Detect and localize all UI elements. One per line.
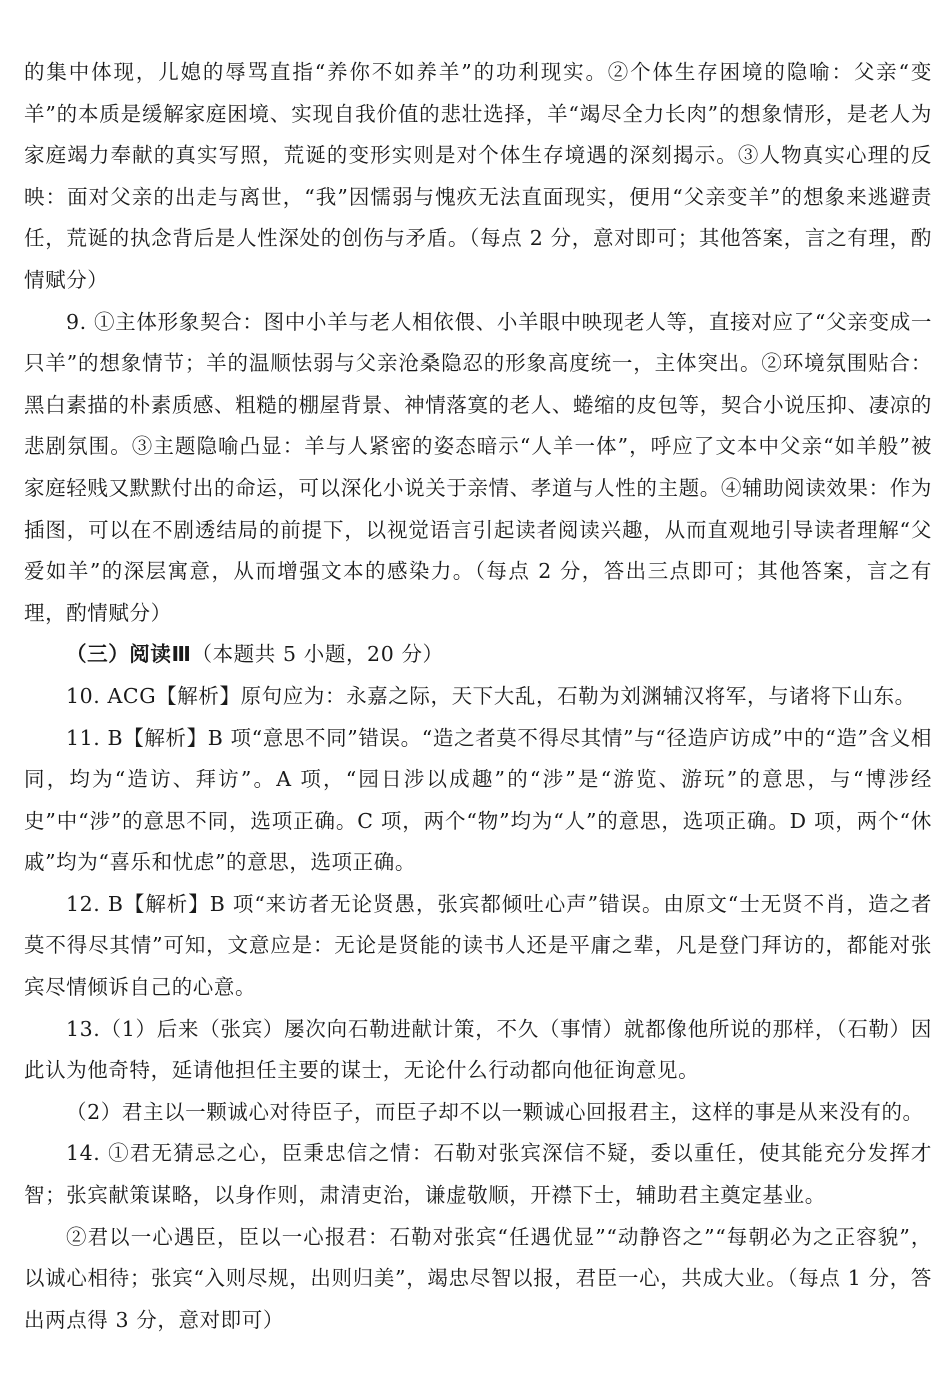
answer-key-page [24, 52, 932, 1341]
paragraph-q8-continuation: 的集中体现，儿媳的辱骂直指“养你不如养羊”的功利现实。②个体生存困境的隐喻：父亲“变羊”的本质是缓解家庭困境、实现自我价值的悲壮选择，羊“竭尽全力长肉”的想象情形，是老人为家庭竭力奉献的真实写照，荒诞的变形实则是对个体生存境遇的深刻揭示。③人物真实心理的反映：面对父亲的出走与离世，“我”因懦弱与愧疚无法直面现实，便用“父亲变羊”的想象来逃避责任，荒诞的执念背后是人性深处的创伤与矛盾。（每点 2 分，意对即可；其他答案，言之有理，酌情赋分） [24, 60, 932, 292]
paragraph-q14-point2: ②君以一心遇臣，臣以一心报君：石勒对张宾“任遇优显”“动静咨之”“每朝必为之正容貌”，以诚心相待；张宾“入则尽规，出则归美”，竭忠尽智以报，君臣一心，共成大业。（每点 1 分，答出两点得 3 分，意对即可） [24, 1224, 932, 1332]
section-title: （三）阅读Ⅲ [66, 642, 192, 667]
section-heading-reading-3 [24, 634, 932, 676]
paragraph-q13-part1: 13.（1）后来（张宾）屡次向石勒进献计策，不久（事情）就都像他所说的那样，（石勒）因此认为他奇特，延请他担任主要的谋士，无论什么行动都向他征询意见。 [24, 1016, 932, 1083]
paragraph-q13-part2: （2）君主以一颗诚心对待臣子，而臣子却不以一颗诚心回报君主，这样的事是从来没有的。 [66, 1099, 924, 1124]
paragraph-q14-point1: 14. ①君无猜忌之心，臣秉忠信之情：石勒对张宾深信不疑，委以重任，使其能充分发挥才智；张宾献策谋略，以身作则，肃清吏治，谦虚敬顺，开襟下士，辅助君主奠定基业。 [24, 1141, 932, 1208]
paragraph-q10-answer: 10. ACG【解析】原句应为：永嘉之际，天下大乱，石勒为刘渊辅汉将军，与诸将下山东。 [66, 683, 916, 708]
paragraph-q12-answer: 12. B【解析】B 项“来访者无论贤愚，张宾都倾吐心声”错误。由原文“士无贤不肖，造之者莫不得尽其情”可知，文意应是：无论是贤能的读书人还是平庸之辈，凡是登门拜访的，都能对张宾尽情倾诉自己的心意。 [24, 891, 932, 1000]
paragraph-q11-answer: 11. B【解析】B 项“意思不同”错误。“造之者莫不得尽其情”与“径造庐访成”中的“造”含义相同，均为“造访、拜访”。A 项，“园日涉以成趣”的“涉”是“游览、游玩”的意思，与“博涉经史”中“涉”的意思不同，选项正确。C 项，两个“物”均为“人”的意思，选项正确。D 项，两个“休戚”均为“喜乐和忧虑”的意思，选项正确。 [24, 725, 932, 875]
paragraph-q9-answer: 9. ①主体形象契合：图中小羊与老人相依偎、小羊眼中映现老人等，直接对应了“父亲变成一只羊”的想象情节；羊的温顺怯弱与父亲沧桑隐忍的形象高度统一，主体突出。②环境氛围贴合：黑白素描的朴素质感、粗糙的棚屋背景、神情落寞的老人、蜷缩的皮包等，契合小说压抑、凄凉的悲剧氛围。③主题隐喻凸显：羊与人紧密的姿态暗示“人羊一体”，呼应了文本中父亲“如羊般”被家庭轻贱又默默付出的命运，可以深化小说关于亲情、孝道与人性的主题。④辅助阅读效果：作为插图，可以在不剧透结局的前提下，以视觉语言引起读者阅读兴趣，从而直观地引导读者理解“父爱如羊”的深层寓意，从而增强文本的感染力。（每点 2 分，答出三点即可；其他答案，言之有理，酌情赋分） [24, 309, 932, 625]
section-note: （本题共 5 小题，20 分） [191, 642, 444, 667]
